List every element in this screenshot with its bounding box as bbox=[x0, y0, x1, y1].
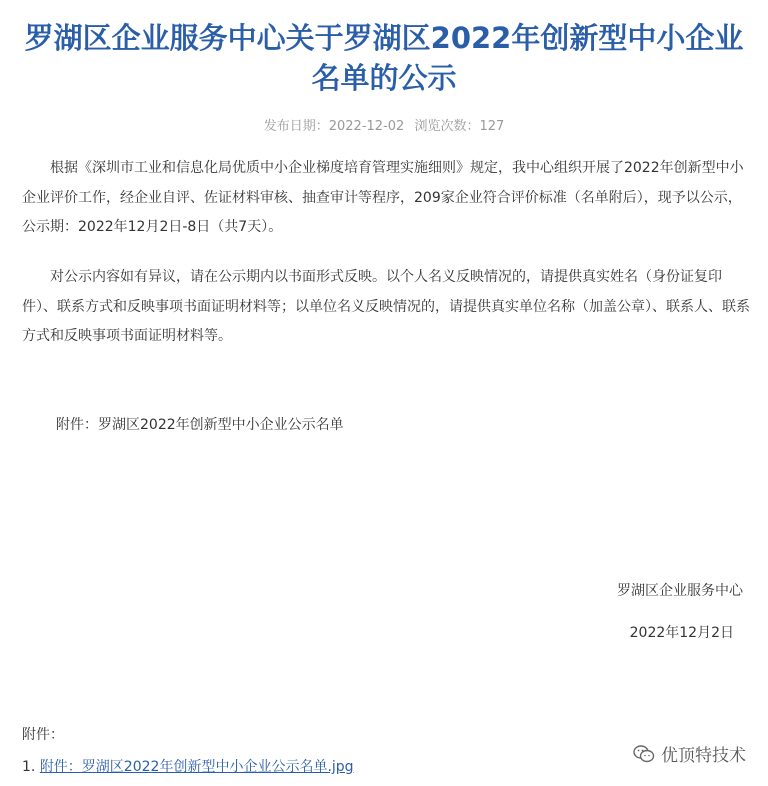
view-count-value: 127 bbox=[479, 119, 505, 134]
article-meta bbox=[0, 115, 768, 134]
article-title: 罗湖区企业服务中心关于罗湖区2022年创新型中小企业名单的公示 bbox=[24, 21, 744, 95]
view-count-label: 浏览次数： bbox=[414, 119, 480, 134]
attachment-link[interactable]: 附件：罗湖区2022年创新型中小企业公示名单.jpg bbox=[39, 759, 354, 775]
article-paragraph: 对公示内容如有异议，请在公示期内以书面形式反映。以个人名义反映情况的，请提供真实姓名（身份证复印件）、联系方式和反映事项书面证明材料等；以单位名义反映情况的，请提供真实单位名称（加盖公章）、联系人、联系方式和反映事项书面证明材料等。 bbox=[22, 269, 750, 344]
wechat-icon bbox=[633, 744, 655, 764]
watermark-text: 优顶特技术 bbox=[661, 746, 746, 766]
attachment-index: 1. bbox=[22, 759, 36, 775]
attachment-item bbox=[22, 756, 354, 776]
view-count bbox=[414, 119, 504, 134]
publish-date-label: 发布日期： bbox=[263, 119, 329, 134]
attachments-label: 附件： bbox=[22, 727, 64, 743]
publish-date-value: 2022-12-02 bbox=[328, 119, 405, 134]
article-paragraph: 根据《深圳市工业和信息化局优质中小企业梯度培育管理实施细则》规定，我中心组织开展了2022年创新型中小企业评价工作，经企业自评、佐证材料审核、抽查审计等程序，209家企业符合评价标准（名单附后），现予以公示，公示期：2022年12月2日-8日（共7天）。 bbox=[22, 160, 744, 235]
attachment-note: 附件：罗湖区2022年创新型中小企业公示名单 bbox=[56, 417, 344, 433]
signature-org: 罗湖区企业服务中心 bbox=[617, 583, 743, 599]
watermark bbox=[633, 741, 746, 766]
publish-date bbox=[264, 119, 405, 134]
signature-date: 2022年12月2日 bbox=[629, 625, 734, 641]
